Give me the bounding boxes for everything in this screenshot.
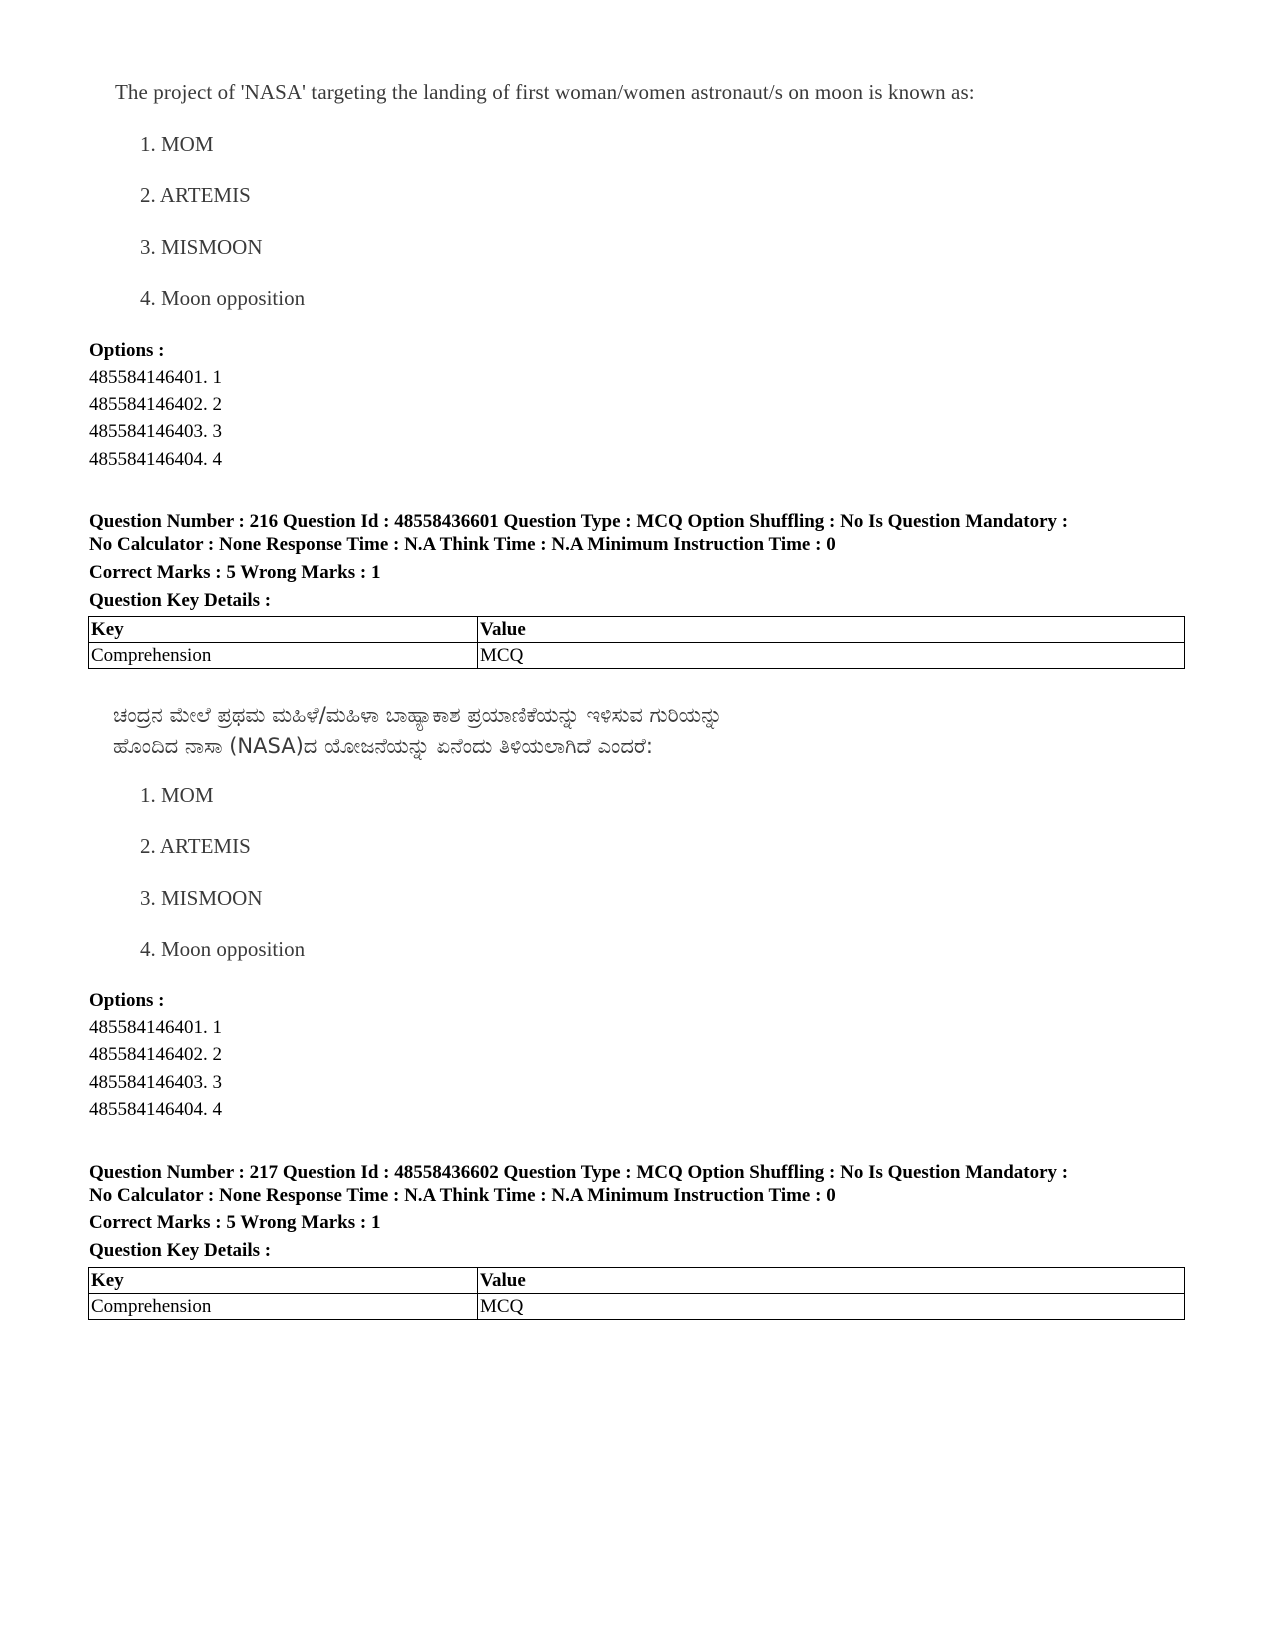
option-item: 485584146403. 3 xyxy=(89,1072,222,1093)
option-item: 485584146401. 1 xyxy=(89,367,222,388)
choice-2: 2. ARTEMIS xyxy=(140,834,251,858)
table-cell-value: MCQ xyxy=(478,643,1185,669)
options-label: Options : xyxy=(89,990,165,1011)
option-item: 485584146404. 4 xyxy=(89,449,222,470)
question-marks: Correct Marks : 5 Wrong Marks : 1 xyxy=(89,1212,381,1233)
option-item: 485584146404. 4 xyxy=(89,1099,222,1120)
question-marks: Correct Marks : 5 Wrong Marks : 1 xyxy=(89,562,381,583)
question-stem: The project of 'NASA' targeting the landing of first woman/women astronaut/s on moon is known as: xyxy=(115,80,975,104)
table-header-value: Value xyxy=(478,617,1185,643)
question-meta-line2: No Calculator : None Response Time : N.A Think Time : N.A Minimum Instruction Time : 0 xyxy=(89,534,836,555)
option-item: 485584146402. 2 xyxy=(89,1044,222,1065)
table-cell-key: Comprehension xyxy=(89,643,478,669)
question-meta-line2: No Calculator : None Response Time : N.A Think Time : N.A Minimum Instruction Time : 0 xyxy=(89,1185,836,1206)
table-cell-key: Comprehension xyxy=(89,1294,478,1320)
choice-4: 4. Moon opposition xyxy=(140,286,306,310)
key-details-table xyxy=(88,616,1185,669)
choice-3: 3. MISMOON xyxy=(140,886,263,910)
table-header-key: Key xyxy=(89,1268,478,1294)
question-stem-line2: ಹೊಂದಿದ ನಾಸಾ (NASA)ದ ಯೋಜನೆಯನ್ನು ಏನೆಂದು ತಿಳಿಯಲಾಗಿದೆ ಎಂದರೆ: xyxy=(113,734,653,758)
choice-1: 1. MOM xyxy=(140,783,214,807)
option-item: 485584146401. 1 xyxy=(89,1017,222,1038)
question-meta-line1: Question Number : 216 Question Id : 48558436601 Question Type : MCQ Option Shuffling : No Is Question Mandatory : xyxy=(89,511,1069,532)
table-header-value: Value xyxy=(478,1268,1185,1294)
table-cell-value: MCQ xyxy=(478,1294,1185,1320)
option-item: 485584146402. 2 xyxy=(89,394,222,415)
choice-2: 2. ARTEMIS xyxy=(140,183,251,207)
key-details-label: Question Key Details : xyxy=(89,1240,272,1261)
key-details-label: Question Key Details : xyxy=(89,590,272,611)
table-header-key: Key xyxy=(89,617,478,643)
question-meta-line1: Question Number : 217 Question Id : 48558436602 Question Type : MCQ Option Shuffling : No Is Question Mandatory : xyxy=(89,1162,1069,1183)
option-item: 485584146403. 3 xyxy=(89,421,222,442)
key-details-table xyxy=(88,1267,1185,1320)
choice-1: 1. MOM xyxy=(140,132,214,156)
options-label: Options : xyxy=(89,340,165,361)
choice-3: 3. MISMOON xyxy=(140,235,263,259)
question-stem-line1: ಚಂದ್ರನ ಮೇಲೆ ಪ್ರಥಮ ಮಹಿಳೆ/ಮಹಿಳಾ ಬಾಹ್ಯಾಕಾಶ ಪ್ರಯಾಣಿಕೆಯನ್ನು ಇಳಿಸುವ ಗುರಿಯನ್ನು xyxy=(113,703,723,727)
choice-4: 4. Moon opposition xyxy=(140,937,306,961)
